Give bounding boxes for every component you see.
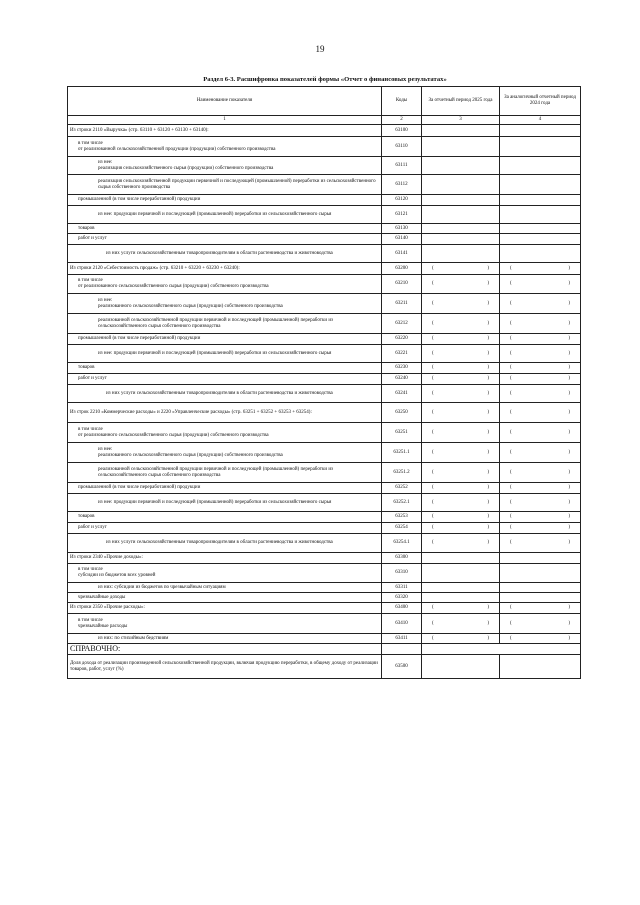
row-code: 63251 [382, 423, 422, 443]
paren-open: ( [510, 265, 512, 271]
table-row [68, 512, 581, 523]
paren-open: ( [432, 350, 434, 356]
previous-period-cell [500, 614, 581, 634]
row-label: промышленной (в том числе переработанной) продукции [68, 483, 382, 494]
row-code: 63212 [382, 314, 422, 334]
paren-close: ) [487, 540, 489, 545]
table-row [68, 224, 581, 234]
previous-period-cell [500, 494, 581, 512]
paren-close: ) [568, 390, 570, 396]
row-label: работ и услуг [68, 523, 382, 534]
row-code: 63141 [382, 245, 422, 263]
page-number: 19 [315, 44, 325, 54]
table-row [68, 443, 581, 463]
previous-period-cell [500, 655, 581, 679]
paren-open: ( [432, 300, 434, 306]
previous-period-cell [500, 403, 581, 423]
paren-open: ( [432, 605, 434, 610]
row-code: 63220 [382, 334, 422, 345]
table-row [68, 523, 581, 534]
table-row [68, 175, 581, 195]
row-label: работ и услуг [68, 374, 382, 385]
table-row [68, 263, 581, 275]
paren-close: ) [487, 350, 489, 356]
header-previous-period: За аналогичный отчетный период 2024 года [500, 87, 581, 116]
current-period-cell [422, 125, 500, 137]
row-label: Из строки 2110 «Выручка» (стр. 63110 + 63120 + 63130 + 63140): [68, 125, 382, 137]
current-period-cell [422, 245, 500, 263]
column-number: 2 [382, 116, 422, 125]
table-row [68, 363, 581, 374]
paren-open: ( [510, 485, 512, 490]
paren-close: ) [487, 376, 489, 381]
paren-close: ) [568, 409, 570, 415]
paren-open: ( [510, 409, 512, 415]
previous-period-cell [500, 512, 581, 523]
paren-open: ( [432, 336, 434, 341]
table-row [68, 137, 581, 157]
table-row [68, 614, 581, 634]
row-code: 63252 [382, 483, 422, 494]
header-current-period: За отчетный период 2025 года [422, 87, 500, 116]
paren-open: ( [510, 540, 512, 545]
paren-close: ) [487, 265, 489, 271]
row-label: промышленной (в том числе переработанной) продукции [68, 195, 382, 206]
paren-open: ( [432, 409, 434, 415]
current-period-cell [422, 443, 500, 463]
row-label: промышленной (в том числе переработанной) продукции [68, 334, 382, 345]
paren-close: ) [568, 300, 570, 306]
current-period-cell [422, 564, 500, 583]
paren-open: ( [432, 390, 434, 396]
reference-code: 63500 [382, 655, 422, 679]
current-period-cell [422, 314, 500, 334]
table-row [68, 206, 581, 224]
table-row [68, 294, 581, 314]
table-row [68, 483, 581, 494]
previous-period-cell [500, 195, 581, 206]
row-code: 63241 [382, 385, 422, 403]
current-period-cell [422, 175, 500, 195]
previous-period-cell [500, 137, 581, 157]
row-label: товаров [68, 512, 382, 523]
previous-period-cell [500, 263, 581, 275]
current-period-cell [422, 423, 500, 443]
row-code: 63140 [382, 234, 422, 245]
column-number: 3 [422, 116, 500, 125]
table-row [68, 634, 581, 644]
row-code: 63230 [382, 363, 422, 374]
paren-open: ( [432, 320, 434, 326]
paren-close: ) [568, 265, 570, 271]
row-code: 63253 [382, 512, 422, 523]
paren-close: ) [487, 620, 489, 626]
previous-period-cell [500, 534, 581, 553]
previous-period-cell [500, 125, 581, 137]
paren-close: ) [487, 320, 489, 326]
row-label: товаров [68, 363, 382, 374]
row-label: в том числе от реализованного сельскохозяйственного сырья (продукции) собственного производства [68, 275, 382, 294]
row-code: 63411 [382, 634, 422, 644]
row-code: 63121 [382, 206, 422, 224]
row-code: 63254.1 [382, 534, 422, 553]
previous-period-cell [500, 385, 581, 403]
current-period-cell [422, 603, 500, 614]
previous-period-cell [500, 157, 581, 175]
paren-open: ( [510, 514, 512, 519]
previous-period-cell [500, 463, 581, 483]
paren-close: ) [487, 635, 489, 641]
previous-period-cell [500, 224, 581, 234]
reference-label: Доля дохода от реализации произведенной сельскохозяйственной продукции, включая продукцию переработки, в общему доходу от реализации товаров, работ, услуг (%) [68, 655, 382, 679]
paren-open: ( [510, 525, 512, 530]
paren-close: ) [568, 449, 570, 455]
paren-close: ) [568, 281, 570, 286]
row-code: 63120 [382, 195, 422, 206]
current-period-cell [422, 494, 500, 512]
table-row [68, 583, 581, 593]
previous-period-cell [500, 245, 581, 263]
current-period-cell [422, 512, 500, 523]
paren-open: ( [510, 390, 512, 396]
row-label: реализованной сельскохозяйственной продукции первичной и последующей (промышленной) переработки из сельскохозяйственного сырья собственного производства [68, 463, 382, 483]
current-period-cell [422, 583, 500, 593]
paren-close: ) [487, 514, 489, 519]
paren-close: ) [487, 429, 489, 435]
paren-close: ) [568, 605, 570, 610]
paren-close: ) [487, 300, 489, 306]
paren-open: ( [432, 499, 434, 505]
current-period-cell [422, 385, 500, 403]
paren-open: ( [432, 514, 434, 519]
row-code: 63251.1 [382, 443, 422, 463]
section-title: Раздел 6-3. Расшифровка показателей формы «Отчет о финансовых результатах» [203, 76, 447, 83]
table-row [68, 494, 581, 512]
paren-close: ) [568, 336, 570, 341]
paren-close: ) [487, 281, 489, 286]
table-body [68, 125, 581, 679]
row-label: в том числе чрезвычайные расходы [68, 614, 382, 634]
row-label: из нее: продукции первичной и последующей (промышленной) переработки из сельскохозяйственного сырья [68, 345, 382, 363]
row-label: Из строки 2340 «Прочие доходы»: [68, 553, 382, 564]
paren-open: ( [510, 620, 512, 626]
current-period-cell [422, 234, 500, 245]
table-row [68, 125, 581, 137]
current-period-cell [422, 655, 500, 679]
row-label: товаров [68, 224, 382, 234]
row-label: из них услуги сельскохозяйственным товаропроизводителям в области растениеводства и животноводства [68, 534, 382, 553]
paren-open: ( [432, 620, 434, 626]
paren-close: ) [568, 469, 570, 475]
empty-cell [422, 644, 581, 655]
paren-open: ( [510, 350, 512, 356]
current-period-cell [422, 463, 500, 483]
row-label: реализация сельскохозяйственной продукции первичной и последующей (промышленной) переработки из сельскохозяйственного сырья собственного производства [68, 175, 382, 195]
paren-close: ) [487, 605, 489, 610]
paren-close: ) [568, 376, 570, 381]
paren-open: ( [432, 485, 434, 490]
paren-open: ( [510, 300, 512, 306]
current-period-cell [422, 345, 500, 363]
row-label: из них: по стихийным бедствиям [68, 634, 382, 644]
paren-close: ) [568, 540, 570, 545]
current-period-cell [422, 206, 500, 224]
paren-open: ( [432, 429, 434, 435]
row-code: 63410 [382, 614, 422, 634]
previous-period-cell [500, 314, 581, 334]
current-period-cell [422, 483, 500, 494]
current-period-cell [422, 263, 500, 275]
current-period-cell [422, 275, 500, 294]
table-row [68, 385, 581, 403]
current-period-cell [422, 523, 500, 534]
paren-open: ( [432, 469, 434, 475]
row-label: из нее: продукции первичной и последующей (промышленной) переработки из сельскохозяйственного сырья [68, 206, 382, 224]
previous-period-cell [500, 634, 581, 644]
reference-row [68, 655, 581, 679]
paren-open: ( [432, 281, 434, 286]
row-code: 63211 [382, 294, 422, 314]
row-label: Из строки 2120 «Себестоимость продаж» (стр. 63210 + 63220 + 63230 + 63240): [68, 263, 382, 275]
row-label: в том числе от реализованной сельскохозяйственной продукции (продукции) собственного производства [68, 137, 382, 157]
table-row [68, 345, 581, 363]
paren-close: ) [568, 635, 570, 641]
row-label: в том числе субсидии из бюджетов всех уровней [68, 564, 382, 583]
row-code: 63300 [382, 553, 422, 564]
paren-close: ) [487, 525, 489, 530]
table-row [68, 593, 581, 603]
current-period-cell [422, 553, 500, 564]
table-row [68, 245, 581, 263]
previous-period-cell [500, 553, 581, 564]
current-period-cell [422, 374, 500, 385]
paren-close: ) [568, 485, 570, 490]
row-code: 63130 [382, 224, 422, 234]
row-code: 63254 [382, 523, 422, 534]
paren-close: ) [568, 429, 570, 435]
paren-close: ) [487, 390, 489, 396]
current-period-cell [422, 224, 500, 234]
paren-close: ) [487, 449, 489, 455]
paren-open: ( [510, 376, 512, 381]
previous-period-cell [500, 334, 581, 345]
current-period-cell [422, 614, 500, 634]
current-period-cell [422, 334, 500, 345]
row-label: из нее: реализация сельскохозяйственного сырья (продукции) собственного производства [68, 157, 382, 175]
previous-period-cell [500, 423, 581, 443]
previous-period-cell [500, 443, 581, 463]
paren-open: ( [510, 499, 512, 505]
column-number: 4 [500, 116, 581, 125]
previous-period-cell [500, 275, 581, 294]
financial-results-table [67, 86, 581, 679]
previous-period-cell [500, 583, 581, 593]
current-period-cell [422, 593, 500, 603]
row-label: Из строк 2210 «Коммерческие расходы» и 2220 «Управленческие расходы» (стр. 63251 + 63252 + 63253 + 63254): [68, 403, 382, 423]
paren-open: ( [510, 605, 512, 610]
paren-close: ) [487, 409, 489, 415]
reference-heading-row [68, 644, 581, 655]
table-row [68, 374, 581, 385]
previous-period-cell [500, 564, 581, 583]
previous-period-cell [500, 175, 581, 195]
table-row [68, 157, 581, 175]
current-period-cell [422, 157, 500, 175]
row-label: реализованной сельскохозяйственной продукции первичной и последующей (промышленной) переработки из сельскохозяйственного сырья собственного производства [68, 314, 382, 334]
table-row [68, 275, 581, 294]
row-code: 63310 [382, 564, 422, 583]
paren-close: ) [487, 485, 489, 490]
row-code: 63210 [382, 275, 422, 294]
row-code: 63110 [382, 137, 422, 157]
row-label: из них услуги сельскохозяйственным товаропроизводителям в области растениеводства и животноводства [68, 245, 382, 263]
current-period-cell [422, 634, 500, 644]
previous-period-cell [500, 523, 581, 534]
paren-open: ( [432, 365, 434, 370]
current-period-cell [422, 403, 500, 423]
current-period-cell [422, 137, 500, 157]
row-code: 63250 [382, 403, 422, 423]
header-name: Наименование показателя [68, 87, 382, 116]
current-period-cell [422, 363, 500, 374]
table-row [68, 403, 581, 423]
row-label: чрезвычайные доходы [68, 593, 382, 603]
paren-close: ) [568, 499, 570, 505]
paren-open: ( [510, 429, 512, 435]
previous-period-cell [500, 603, 581, 614]
paren-close: ) [487, 469, 489, 475]
previous-period-cell [500, 294, 581, 314]
row-code: 63100 [382, 125, 422, 137]
previous-period-cell [500, 234, 581, 245]
table-row [68, 423, 581, 443]
row-label: из них услуги сельскохозяйственным товаропроизводителям в области растениеводства и животноводства [68, 385, 382, 403]
header-code: Коды [382, 87, 422, 116]
paren-close: ) [568, 320, 570, 326]
previous-period-cell [500, 483, 581, 494]
table-row [68, 234, 581, 245]
previous-period-cell [500, 593, 581, 603]
row-code: 63221 [382, 345, 422, 363]
row-code: 63400 [382, 603, 422, 614]
previous-period-cell [500, 374, 581, 385]
paren-close: ) [487, 336, 489, 341]
reference-heading: СПРАВОЧНО: [68, 644, 382, 655]
row-label: из нее: продукции первичной и последующей (промышленной) переработки из сельскохозяйственного сырья [68, 494, 382, 512]
table-row [68, 334, 581, 345]
paren-open: ( [432, 540, 434, 545]
paren-close: ) [568, 525, 570, 530]
table-row [68, 463, 581, 483]
paren-open: ( [432, 449, 434, 455]
paren-open: ( [510, 365, 512, 370]
table-row [68, 553, 581, 564]
row-code: 63251.2 [382, 463, 422, 483]
paren-open: ( [432, 376, 434, 381]
paren-open: ( [510, 320, 512, 326]
paren-open: ( [510, 449, 512, 455]
paren-close: ) [568, 350, 570, 356]
row-label: из нее: реализованного сельскохозяйственного сырья (продукции) собственного производства [68, 443, 382, 463]
paren-open: ( [432, 265, 434, 271]
empty-cell [382, 644, 422, 655]
table-row [68, 534, 581, 553]
row-code: 63311 [382, 583, 422, 593]
paren-open: ( [432, 525, 434, 530]
paren-close: ) [568, 620, 570, 626]
row-code: 63240 [382, 374, 422, 385]
row-label: работ и услуг [68, 234, 382, 245]
row-code: 63112 [382, 175, 422, 195]
row-label: из них: субсидии из бюджетов по чрезвычайным ситуациям [68, 583, 382, 593]
paren-open: ( [432, 635, 434, 641]
paren-open: ( [510, 336, 512, 341]
previous-period-cell [500, 345, 581, 363]
row-label: Из строки 2350 «Прочие расходы»: [68, 603, 382, 614]
current-period-cell [422, 294, 500, 314]
row-code: 63200 [382, 263, 422, 275]
current-period-cell [422, 534, 500, 553]
current-period-cell [422, 195, 500, 206]
previous-period-cell [500, 363, 581, 374]
table-row [68, 195, 581, 206]
paren-close: ) [487, 499, 489, 505]
table-row [68, 314, 581, 334]
paren-open: ( [510, 281, 512, 286]
row-label: в том числе от реализованного сельскохозяйственного сырья (продукции) собственного производства [68, 423, 382, 443]
paren-close: ) [568, 514, 570, 519]
paren-open: ( [510, 469, 512, 475]
paren-close: ) [487, 365, 489, 370]
previous-period-cell [500, 206, 581, 224]
paren-close: ) [568, 365, 570, 370]
row-code: 63252.1 [382, 494, 422, 512]
row-code: 63320 [382, 593, 422, 603]
table-row [68, 564, 581, 583]
row-label: из нее: реализованного сельскохозяйственного сырья (продукции) собственного производства [68, 294, 382, 314]
row-code: 63111 [382, 157, 422, 175]
column-number: 1 [68, 116, 382, 125]
table-row [68, 603, 581, 614]
paren-open: ( [510, 635, 512, 641]
